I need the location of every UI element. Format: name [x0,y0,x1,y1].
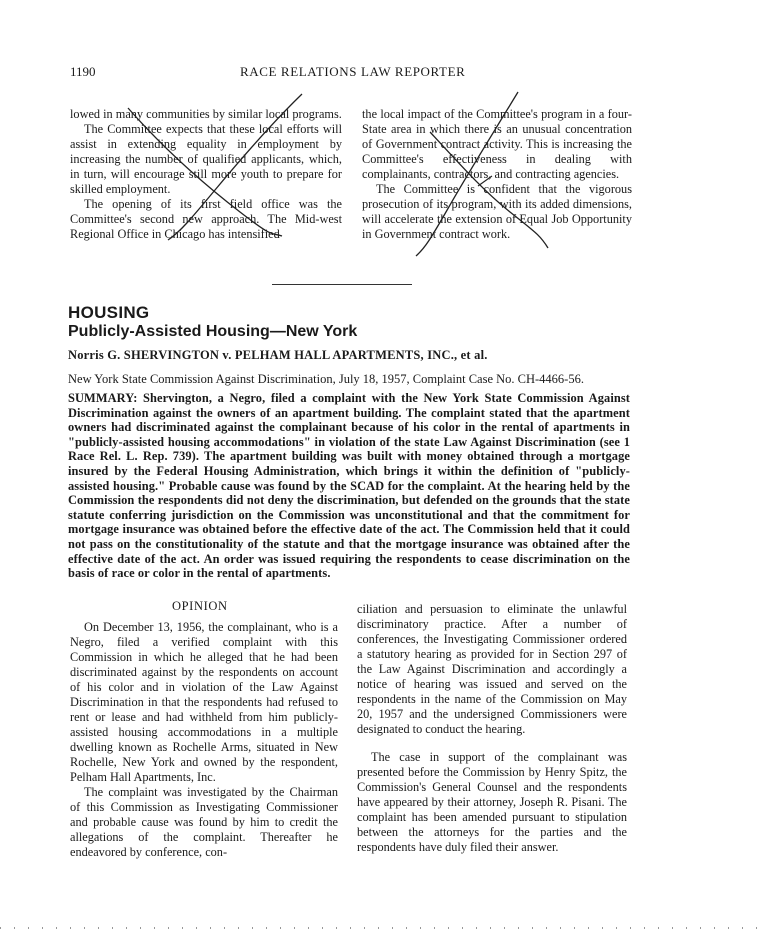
case-title: Norris G. SHERVINGTON v. PELHAM HALL APARTMENTS, INC., et al. [68,348,488,362]
page-number: 1190 [70,64,96,79]
paragraph: On December 13, 1956, the complainant, who is a Negro, filed a verified complaint with this Commission in which he alleged that he had been discriminated against by the respondents on account of his color and in violation of the Law Against Discrimination in that the respondents had refused to rent or lease and had withheld from him publicly-assisted housing accommodations in a multiple dwelling known as Rochelle Arms, situated in New Rochelle, New York and owned by the respondent, Pelham Hall Apartments, Inc. [70,620,338,784]
section-divider [272,284,412,285]
paragraph: The Committee expects that these local efforts will assist in extending equality in employment by increasing the number of qualified applicants, which, in turn, will encourage still more youth to prepare for skilled employment. [70,122,342,196]
subsection-title: Publicly-Assisted Housing—New York [68,323,358,340]
scan-edge-artifact [0,926,763,930]
paragraph: The complaint was investigated by the Chairman of this Commission as Investigating Commissioner and probable cause was found by him to credit the allegations of the complaint. Thereafter he endeavored by conference, con- [70,785,338,859]
opinion-right-column [357,602,627,855]
paragraph: the local impact of the Committee's program in a four-State area in which there is an unusual concentration of Government contract activity. This is increasing the Committee's effectiveness in dealing with complainants, contractors, and contracting agencies. [362,107,632,181]
opinion-heading: OPINION [172,599,228,613]
section-title: HOUSING [68,303,150,322]
paragraph: The case in support of the complainant was presented before the Commission by Henry Spitz, the Commission's General Counsel and the respondents have appeared by their attorney, Joseph R. Pisani. The complaint has been amended pursuant to stipulation between the attorneys for the parties and the respondents have duly filed their answer. [357,750,627,854]
paragraph: The Committee is confident that the vigorous prosecution of its program, with its added dimensions, will accelerate the extension of Equal Job Opportunity in Government contract work. [362,182,632,241]
opinion-left-column [70,620,338,860]
top-left-column [70,107,342,242]
running-head: RACE RELATIONS LAW REPORTER [240,64,466,79]
top-right-column [362,107,632,242]
case-citation: New York State Commission Against Discrimination, July 18, 1957, Complaint Case No. CH-4466-56. [68,372,584,386]
paragraph: The opening of its first field office was the Committee's second new approach. The Mid-west Regional Office in Chicago has intensified [70,197,342,241]
case-summary: SUMMARY: Shervington, a Negro, filed a complaint with the New York State Commission Against Discrimination against the owners of an apartment building. The complaint stated that the apartment owners had discriminated against the complainant because of his color in the rental of apartments in "publicly-assisted housing accommodations" in violation of the state Law Against Discrimination (see 1 Race Rel. L. Rep. 739). The apartment building was built with money obtained through a mortgage insured by the Federal Housing Administration, which brings it within the definition of "publicly-assisted housing." Probable cause was found by the SCAD for the complaint. At the hearing held by the Commission the respondents did not deny the discrimination, but defended on the grounds that the state statute conferring jurisdiction on the Commission was unconstitutional and that the commitment for mortgage insurance was obtained before the effective date of the act. The Commission held that it could not pass on the constitutionality of the statute and that the mortgage insurance was obtained after the effective date of the act. An order was issued requiring the respondents to cease discrimination on the basis of race or color in the rental of apartments. [68,391,630,581]
paragraph: lowed in many communities by similar local programs. [70,107,342,121]
paragraph: ciliation and persuasion to eliminate the unlawful discriminatory practice. After a number of conferences, the Investigating Commissioner ordered a statutory hearing as provided for in Section 297 of the Law Against Discrimination and accordingly a notice of hearing was issued and served on the respondents in the name of the Commission on May 20, 1957 and the undersigned Commissioners were designated to conduct the hearing. [357,602,627,736]
